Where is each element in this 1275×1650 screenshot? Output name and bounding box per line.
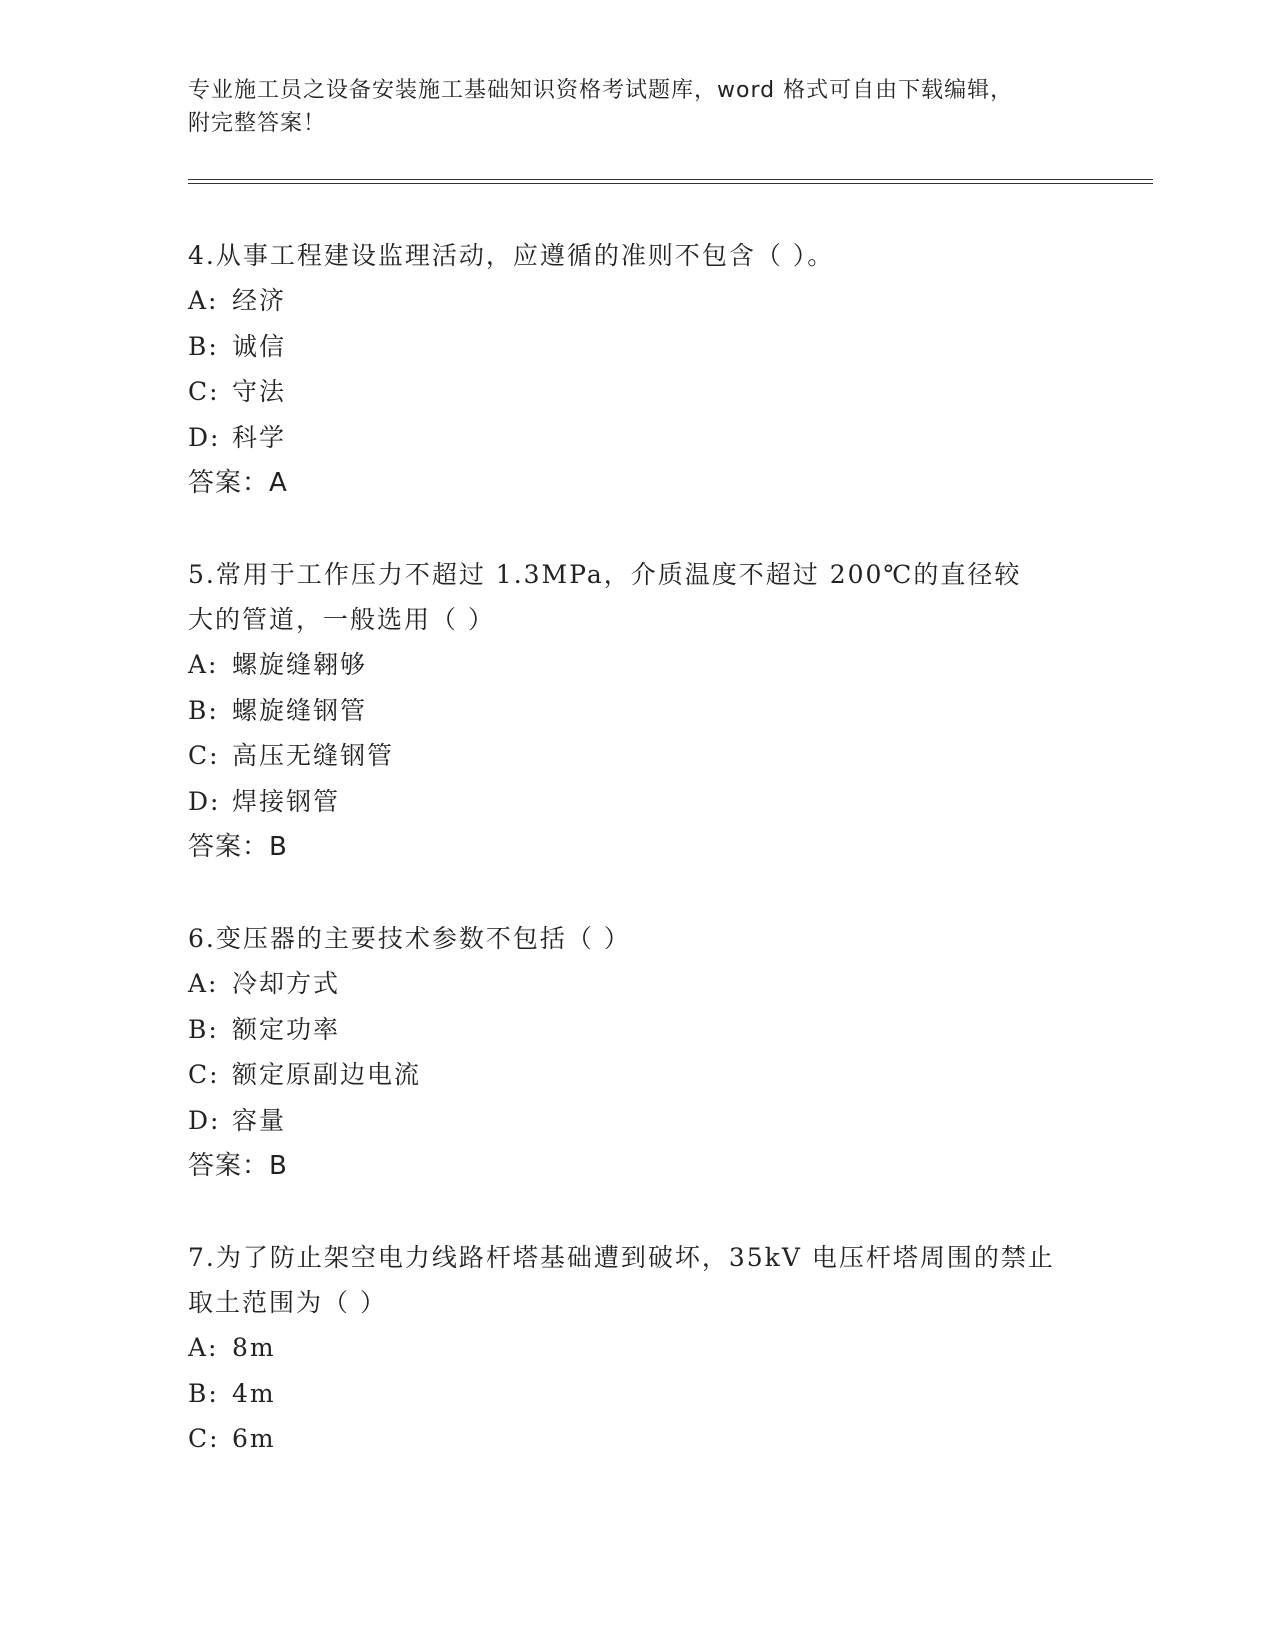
option-b [188,1371,1088,1417]
header-line-2: 附完整答案！ [188,111,327,136]
option-c [188,1052,1088,1098]
option-text: 额定原副边电流 [232,1060,422,1089]
answer-line: 答案：B [188,1151,288,1181]
option-b [188,688,1088,734]
option-letter: B: [188,331,219,361]
option-letter: B: [188,1014,219,1044]
option-text: 诚信 [232,331,287,361]
option-letter: D: [188,422,221,452]
option-letter: A: [188,650,219,679]
option-letter: B: [188,695,219,725]
question-text: 7.为了防止架空电力线路杆塔基础遭到破坏，35kV 电压杆塔周围的禁止取土范围为（ ） [188,1243,1055,1317]
option-text: 额定功率 [232,1014,341,1044]
question-5 [188,552,1088,870]
answer-line: 答案：A [188,468,288,498]
question-7 [188,1235,1088,1462]
option-c [188,369,1088,415]
option-text: 8m [232,1333,276,1362]
option-text: 冷却方式 [232,969,341,998]
question-text: 6.变压器的主要技术参数不包括（ ） [188,924,631,953]
option-text: 6m [232,1424,276,1453]
option-a [188,1325,1088,1371]
header-line-1: 专业施工员之设备安装施工基础知识资格考试题库，word 格式可自由下载编辑， [188,78,1014,103]
option-text: 焊接钢管 [232,786,341,816]
question-4 [188,233,1088,506]
option-b [188,1007,1088,1053]
option-d [188,1098,1088,1144]
option-letter: C: [188,1424,220,1453]
option-text: 科学 [232,422,287,452]
question-text: 5.常用于工作压力不超过 1.3MPa，介质温度不超过 200℃的直径较大的管道，一般选用（ ） [188,560,1022,634]
option-c [188,733,1088,779]
option-b [188,324,1088,370]
option-text: 4m [232,1378,276,1408]
option-d [188,779,1088,825]
option-letter: A: [188,286,219,315]
option-text: 经济 [232,286,287,315]
question-text: 4.从事工程建设监理活动，应遵循的准则不包含（ ）。 [188,241,835,270]
option-letter: A: [188,969,219,998]
header-divider-top [188,179,1153,180]
option-text: 螺旋缝钢管 [232,695,368,725]
option-d [188,415,1088,461]
option-a [188,278,1088,324]
option-letter: D: [188,1105,221,1135]
option-letter: D: [188,786,221,816]
header-divider-bottom [188,183,1153,184]
answer-line: 答案：B [188,832,288,862]
option-a [188,642,1088,688]
option-a [188,961,1088,1007]
option-letter: C: [188,1060,220,1089]
option-letter: B: [188,1378,219,1408]
option-text: 守法 [232,377,287,406]
option-letter: C: [188,377,220,406]
option-letter: C: [188,741,220,770]
option-text: 螺旋缝翱够 [232,650,368,679]
document-header [188,74,1088,140]
option-text: 容量 [232,1105,287,1135]
option-c [188,1416,1088,1462]
option-text: 高压无缝钢管 [232,741,395,770]
question-6 [188,916,1088,1189]
option-letter: A: [188,1333,219,1362]
